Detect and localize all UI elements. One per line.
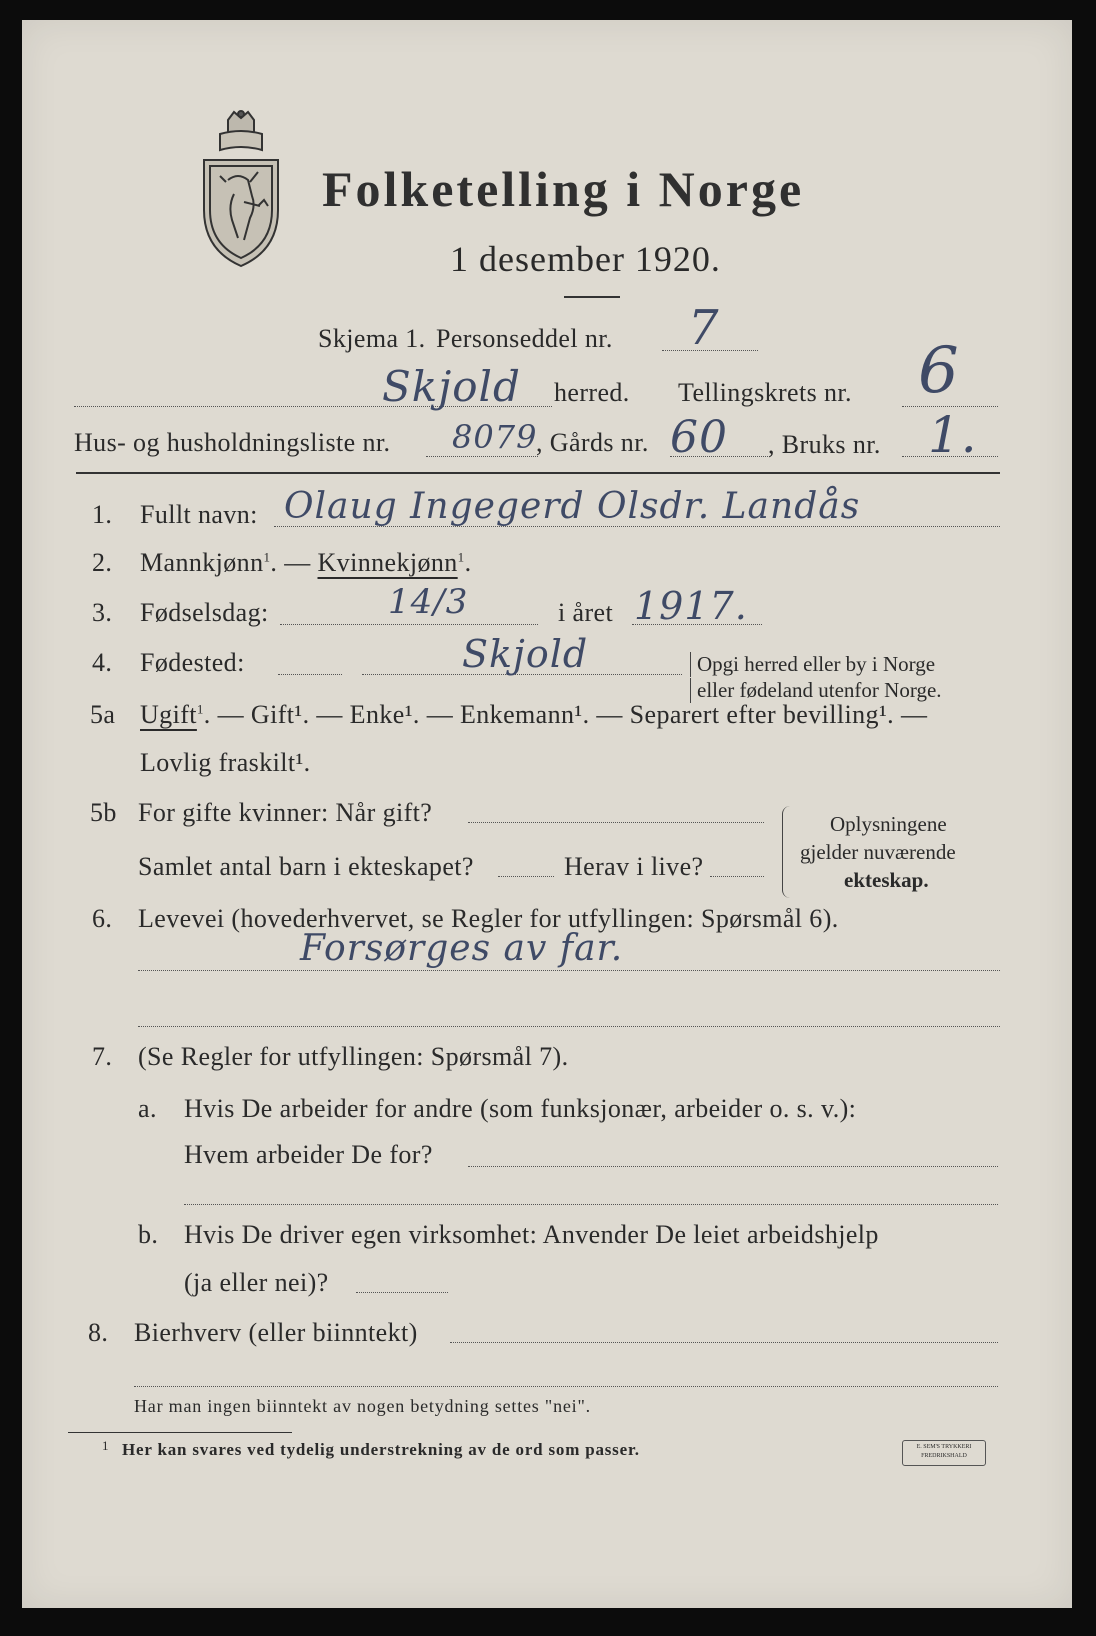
- q4-note-1: Opgi herred eller by i Norge: [690, 652, 935, 677]
- q5b-note-2: gjelder nuværende: [800, 840, 956, 864]
- q3-line: [280, 624, 538, 625]
- q7a-label-2: Hvem arbeider De for?: [184, 1140, 433, 1169]
- birth-year-value[interactable]: 1917.: [634, 584, 748, 628]
- q6-label: Levevei (hovederhvervet, se Regler for utfyllingen: Spørsmål 6).: [138, 904, 839, 933]
- option-kvinnekjonn[interactable]: Kvinnekjønn: [317, 548, 458, 577]
- husholdning-line: [426, 456, 538, 457]
- printer-stamp: [902, 1440, 986, 1466]
- q6-line-1: [138, 970, 1000, 971]
- stamp-line-2: FREDRIKSHALD: [921, 1453, 967, 1459]
- census-date: 1 desember 1920.: [450, 239, 721, 279]
- q2-options: Mannkjønn$^1$. — Kvinnekjønn$^1$.: [140, 548, 472, 577]
- schema-label: Skjema 1.: [318, 324, 426, 353]
- q7a-line-2: [184, 1204, 998, 1205]
- q7a-letter: a.: [138, 1094, 157, 1123]
- husholdning-label: Hus- og husholdningsliste nr.: [74, 428, 391, 457]
- q5a-number: 5a: [90, 700, 116, 729]
- q4-label: Fødested:: [140, 648, 245, 677]
- q5b-alive-line: [710, 876, 764, 877]
- q7a-line-1: [468, 1166, 998, 1167]
- q1-number: 1.: [92, 500, 113, 529]
- q2-separator: . —: [270, 548, 318, 577]
- q5b-note-1: Oplysningene: [830, 812, 947, 836]
- personseddel-label: Personseddel nr.: [436, 324, 613, 353]
- husholdning-value[interactable]: 8079: [452, 418, 538, 456]
- census-form: [22, 20, 1072, 1608]
- bruks-label: , Bruks nr.: [768, 430, 881, 459]
- q2-end: .: [464, 548, 472, 577]
- q7b-label-2: (ja eller nei)?: [184, 1268, 329, 1297]
- birthplace-value[interactable]: Skjold: [462, 632, 589, 676]
- q7a-label-1: Hvis De arbeider for andre (som funksjonær, arbeider o. s. v.):: [184, 1094, 857, 1123]
- occupation-value[interactable]: Forsørges av far.: [300, 928, 624, 969]
- header-divider: [76, 472, 1000, 474]
- q6-line-2: [138, 1026, 1000, 1027]
- q3-number: 3.: [92, 598, 113, 627]
- footnote-mark: 1: [102, 1438, 109, 1453]
- footnote-text: Her kan svares ved tydelig understrekning av de ord som passer.: [122, 1440, 640, 1459]
- personseddel-value[interactable]: 7: [688, 300, 720, 356]
- tellingskrets-value[interactable]: 6: [918, 334, 960, 408]
- q5b-children-line: [498, 876, 554, 877]
- q6-number: 6.: [92, 904, 113, 933]
- q5a-line-2[interactable]: Lovlig fraskilt¹.: [140, 748, 311, 777]
- q1-label: Fullt navn:: [140, 500, 258, 529]
- q5b-married-line: [468, 822, 764, 823]
- q5a-options: Ugift$^1$. — Gift¹. — Enke¹. — Enkemann¹. — Separert efter bevilling¹. —: [140, 700, 928, 729]
- q5b-label-2: Samlet antal barn i ekteskapet?: [138, 852, 474, 881]
- q4-note-2: eller fødeland utenfor Norge.: [690, 678, 942, 703]
- birthday-value[interactable]: 14/3: [388, 582, 469, 622]
- q7b-label-1: Hvis De driver egen virksomhet: Anvender De leiet arbeidshjelp: [184, 1220, 879, 1249]
- full-name-value[interactable]: Olaug Ingegerd Olsdr. Landås: [284, 486, 861, 527]
- tellingskrets-label: Tellingskrets nr.: [678, 378, 852, 407]
- q5a-other-options[interactable]: . — Gift¹. — Enke¹. — Enkemann¹. — Separert efter bevilling¹. —: [203, 700, 928, 729]
- q3-year-label: i året: [558, 598, 614, 627]
- stamp-line-1: E. SEM'S TRYKKERI: [916, 1444, 972, 1450]
- coat-of-arms-icon: [198, 110, 284, 270]
- q8-line-1: [450, 1342, 998, 1343]
- herred-value[interactable]: Skjold: [382, 362, 521, 411]
- gards-label: , Gårds nr.: [536, 428, 649, 457]
- q7-label: (Se Regler for utfyllingen: Spørsmål 7).: [138, 1042, 569, 1071]
- q7b-letter: b.: [138, 1220, 159, 1249]
- q5b-note-3: ekteskap.: [844, 868, 929, 892]
- q8-label: Bierhverv (eller biinntekt): [134, 1318, 418, 1347]
- option-ugift[interactable]: Ugift: [140, 700, 197, 729]
- q7b-line: [356, 1292, 448, 1293]
- gards-value[interactable]: 60: [670, 412, 728, 463]
- q3-label: Fødselsdag:: [140, 598, 269, 627]
- option-mannkjonn[interactable]: Mannkjønn: [140, 548, 264, 577]
- title-divider: [564, 296, 620, 298]
- q8-line-2: [134, 1386, 998, 1387]
- q5b-label-3: Herav i live?: [564, 852, 704, 881]
- bruks-value[interactable]: 1.: [928, 406, 978, 464]
- q4-line-a: [278, 674, 342, 675]
- q4-number: 4.: [92, 648, 113, 677]
- q2-number: 2.: [92, 548, 113, 577]
- footnote-divider: [68, 1432, 292, 1433]
- q8-note: Har man ingen biinntekt av nogen betydning settes "nei".: [134, 1396, 591, 1416]
- q7-number: 7.: [92, 1042, 113, 1071]
- q5b-brace: [782, 806, 791, 898]
- form-title: Folketelling i Norge: [322, 161, 805, 217]
- q8-number: 8.: [88, 1318, 109, 1347]
- q5b-number: 5b: [90, 798, 117, 827]
- q5b-label-1: For gifte kvinner: Når gift?: [138, 798, 433, 827]
- herred-label: herred.: [554, 378, 630, 407]
